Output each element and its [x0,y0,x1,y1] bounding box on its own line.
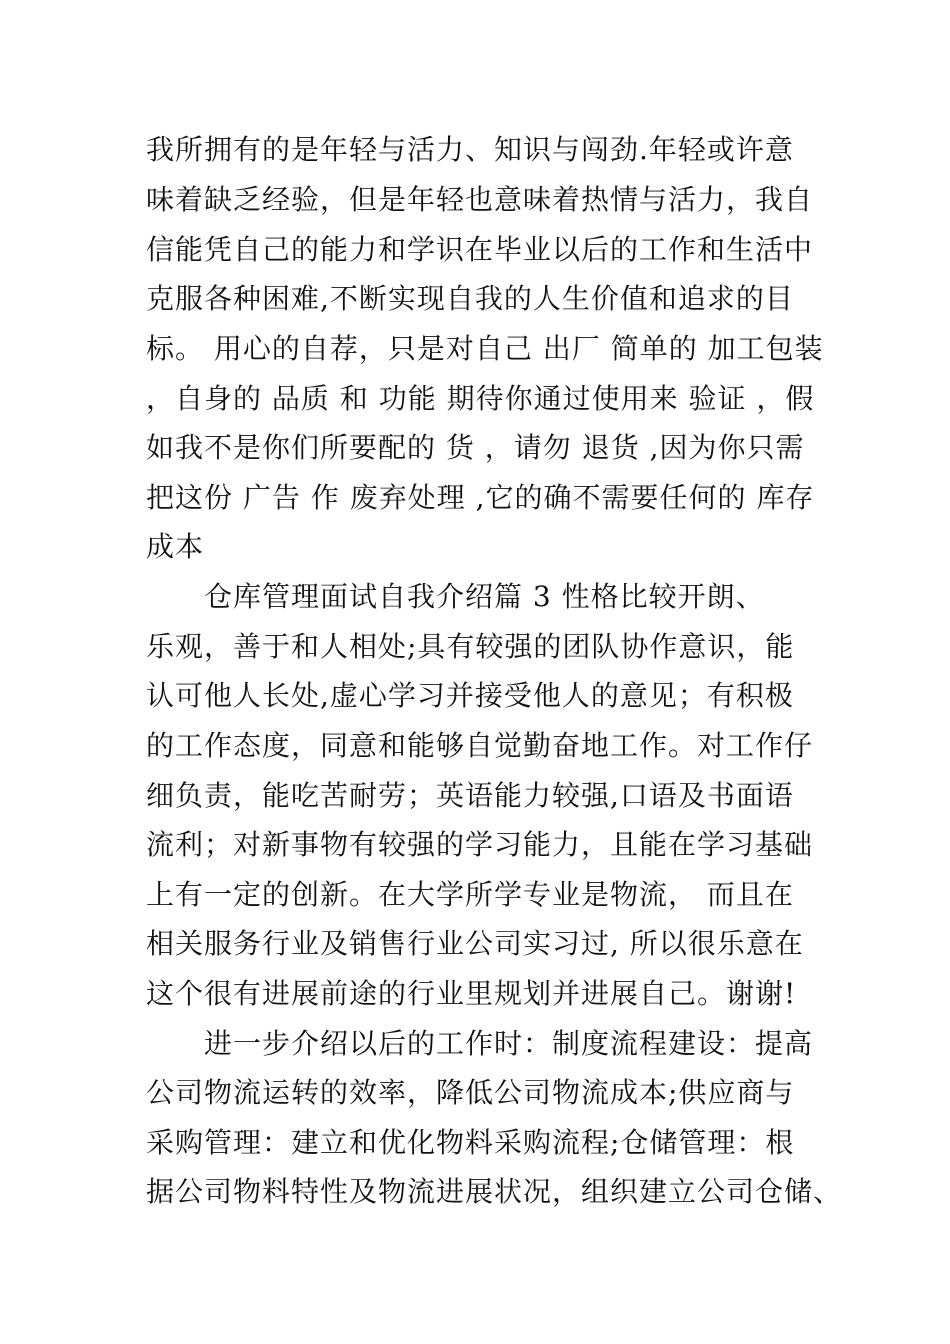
text-line: 进一步介绍以后的工作时：制度流程建设：提高 [204,1027,814,1060]
text-line: 把这份 广告 作 废弃处理 ,它的确不需要任何的 库存 [146,481,815,514]
text-line: 这个很有进展前途的行业里规划并进展自己。谢谢! [146,977,797,1010]
text-line: 克服各种困难,不断实现自我的人生价值和追求的目 [146,282,794,315]
text-line: 成本 [146,530,205,563]
text-line: 公司物流运转的效率，降低公司物流成本;供应商与 [146,1076,795,1109]
text-line: 据公司物料特性及物流进展状况，组织建立公司仓储、 [146,1175,843,1208]
text-line: 细负责，能吃苦耐劳；英语能力较强,口语及书面语 [146,779,794,812]
text-line: 相关服务行业及销售行业公司实习过, 所以很乐意在 [146,927,804,960]
text-line: 味着缺乏经验，但是年轻也意味着热情与活力，我自 [146,183,814,216]
text-line: 如我不是你们所要配的 货 ，请勿 退货 ,因为你只需 [146,431,805,464]
text-line: 标。 用心的自荐，只是对自己 出厂 简单的 加工包装 [146,332,824,365]
text-line: 我所拥有的是年轻与活力、知识与闯劲.年轻或许意 [146,133,794,166]
text-line: 采购管理：建立和优化物料采购流程;仓储管理：根 [146,1126,795,1159]
text-line: 信能凭自己的能力和学识在毕业以后的工作和生活中 [146,233,814,266]
text-line: ，自身的 品质 和 功能 期待你通过使用来 验证 ，假 [146,382,815,415]
text-line: 乐观，善于和人相处;具有较强的团队协作意识，能 [146,630,795,663]
text-line: 流利；对新事物有较强的学习能力，且能在学习基础 [146,828,814,861]
section-heading-line: 仓库管理面试自我介绍篇 3 性格比较开朗、 [204,580,765,613]
text-line: 认可他人长处,虚心学习并接受他人的意见；有积极 [146,679,794,712]
text-line: 的工作态度，同意和能够自觉勤奋地工作。对工作仔 [146,729,814,762]
text-line: 上有一定的创新。在大学所学专业是物流， 而且在 [146,878,794,911]
